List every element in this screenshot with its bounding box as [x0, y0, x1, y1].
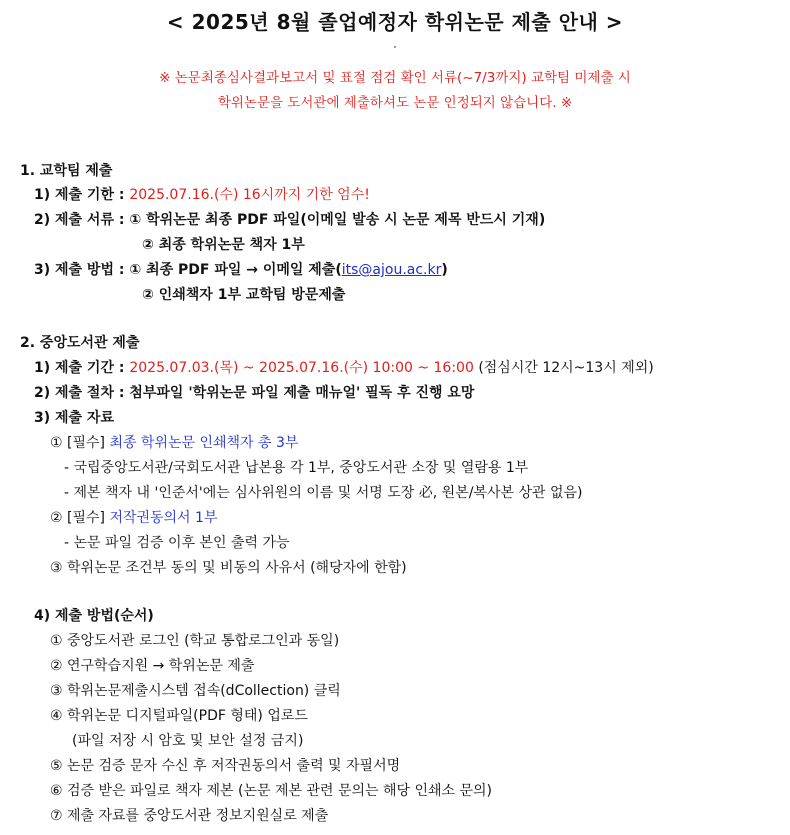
deadline-value: 2025.07.16.(수) 16시까지 기한 엄수! [129, 187, 370, 203]
deadline-label: 1) 제출 기한 : [34, 187, 130, 203]
material-2 [50, 509, 217, 527]
step-4-note: (파일 저장 시 암호 및 보안 설정 금지) [72, 733, 304, 749]
material-2-value: 저작권동의서 1부 [109, 510, 218, 526]
material-3: ③ 학위논문 조건부 동의 및 비동의 사유서 (해당자에 한함) [50, 560, 407, 576]
method-label: 3) 제출 방법 : [34, 262, 130, 278]
step-5: ⑤ 논문 검증 문자 수신 후 저작권동의서 출력 및 자필서명 [50, 758, 401, 774]
material-1-sub-1: - 국립중앙도서관/국회도서관 납본용 각 1부, 중앙도서관 소장 및 열람용 1부 [64, 460, 529, 476]
material-2-prefix: ② [필수] [50, 510, 110, 526]
email-link[interactable]: its@ajou.ac.kr [341, 262, 442, 278]
period-value: 2025.07.03.(목) ~ 2025.07.16.(수) 10:00 ~ 16:00 [129, 360, 474, 376]
section2-period-row [34, 359, 654, 377]
method-item-2: ② 인쇄책자 1부 교학팀 방문제출 [142, 287, 346, 303]
section2-heading: 2. 중앙도서관 제출 [20, 335, 140, 351]
material-2-sub-1: - 논문 파일 검증 이후 본인 출력 가능 [64, 535, 290, 551]
docs-item-2: ② 최종 학위논문 책자 1부 [142, 237, 305, 253]
page-title: < 2025년 8월 졸업예정자 학위논문 제출 안내 > [166, 10, 624, 34]
step-4: ④ 학위논문 디지털파일(PDF 형태) 업로드 [50, 708, 308, 724]
section2-procedure-row [34, 384, 474, 402]
warning-line-1: ※ 논문최종심사결과보고서 및 표절 점검 확인 서류(~7/3까지) 교학팀 미제출 시 [159, 70, 631, 86]
decorative-dot [394, 46, 396, 48]
step-1: ① 중앙도서관 로그인 (학교 통합로그인과 동일) [50, 633, 340, 649]
method-item-1-suffix: ) [441, 262, 448, 278]
material-1-value: 최종 학위논문 인쇄책자 총 3부 [109, 435, 299, 451]
step-3: ③ 학위논문제출시스템 접속(dCollection) 클릭 [50, 683, 341, 699]
procedure-value: 첨부파일 '학위논문 파일 제출 매뉴얼' 필독 후 진행 요망 [129, 385, 475, 401]
docs-label: 2) 제출 서류 : [34, 212, 130, 228]
section1-docs-row [34, 211, 545, 229]
procedure-label: 2) 제출 절차 : [34, 385, 130, 401]
warning-line-2: 학위논문을 도서관에 제출하셔도 논문 인정되지 않습니다. ※ [217, 95, 573, 111]
method-item-1-prefix: ① 최종 PDF 파일 → 이메일 제출( [129, 262, 342, 278]
section1-deadline-row [34, 186, 370, 204]
section1-method-row [34, 261, 448, 279]
material-1-sub-2: - 제본 책자 내 '인준서'에는 심사위원의 이름 및 서명 도장 必, 원본/복사본 상관 없음) [64, 485, 583, 501]
section1-heading: 1. 교학팀 제출 [20, 163, 113, 179]
period-note: (점심시간 12시~13시 제외) [473, 360, 654, 376]
period-label: 1) 제출 기간 : [34, 360, 130, 376]
material-1 [50, 434, 298, 452]
step-6: ⑥ 검증 받은 파일로 책자 제본 (논문 제본 관련 문의는 해당 인쇄소 문의) [50, 783, 493, 799]
step-2: ② 연구학습지원 → 학위논문 제출 [50, 658, 255, 674]
material-1-prefix: ① [필수] [50, 435, 110, 451]
method-heading: 4) 제출 방법(순서) [34, 608, 154, 624]
step-7: ⑦ 제출 자료를 중앙도서관 정보지원실로 제출 [50, 808, 329, 824]
materials-heading: 3) 제출 자료 [34, 410, 114, 426]
docs-item-1: ① 학위논문 최종 PDF 파일(이메일 발송 시 논문 제목 반드시 기재) [129, 212, 546, 228]
